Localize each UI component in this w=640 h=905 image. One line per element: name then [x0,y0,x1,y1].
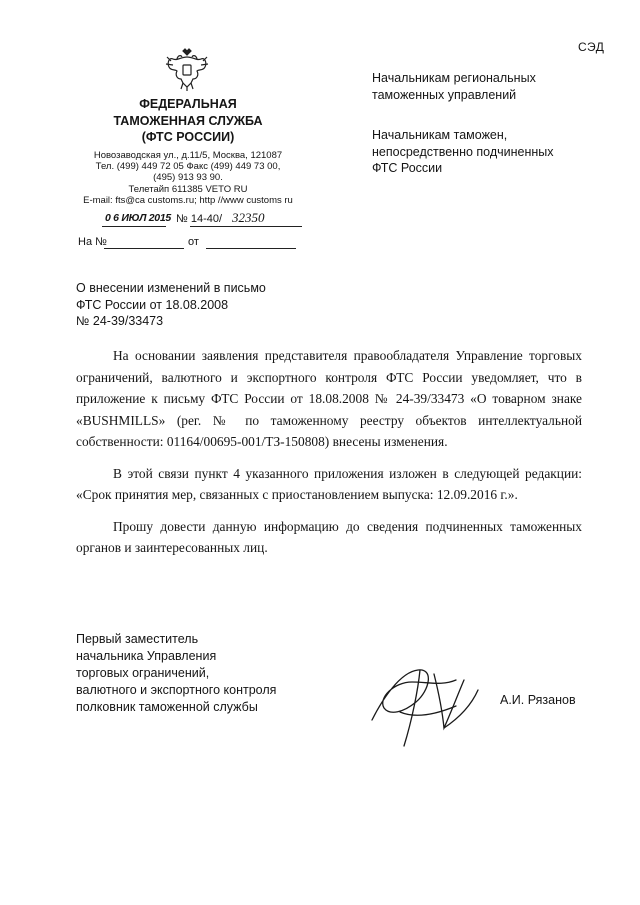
handwritten-signature [360,650,500,750]
title-line: начальника Управления [76,649,217,663]
title-line: торговых ограничений, [76,666,210,680]
address-line: E-mail: fts@ca customs.ru; http //www customs ru [83,194,293,206]
org-line: ФЕДЕРАЛЬНАЯ [139,97,237,111]
title-line: Первый заместитель [76,632,199,646]
reference-number-underline [104,248,184,249]
recipient-line: Начальникам региональных [372,71,536,85]
recipient-line: таможенных управлений [372,87,517,102]
body-paragraph: На основании заявления представителя правообладателя Управление торговых ограничений, валютного и экспортного контроля ФТС России уведомляет, что в приложение к письму ФТС России от 18.08.2008 № 24-39/33473 «О товарном знаке «BUSHMILLS» (рег. № по таможенному реестру объектов интеллектуальной собственности: 01164/00695-001/ТЗ-150808) внесены изменения. [76,348,582,449]
date-underline [102,226,166,227]
title-line: полковник таможенной службы [76,700,258,714]
recipient-line: ФТС России [372,161,443,175]
title-line: валютного и экспортного контроля [76,683,277,697]
address-line: Новозаводская ул., д.11/5, Москва, 121087 [93,150,283,161]
recipient-block [372,70,536,103]
letter-body [76,345,582,569]
recipient-line: Начальникам таможен, [372,128,508,142]
russian-coat-of-arms-icon [163,45,211,93]
subject-line: № 24-39/33473 [76,314,164,328]
reference-date-label: от [188,236,199,248]
reference-line [78,235,308,251]
reference-date-underline [206,248,296,249]
address-line: Тел. (499) 449 72 05 Факс (499) 449 73 00, [95,161,281,173]
outgoing-number-handwritten: 32350 [232,210,265,225]
registration-line [78,212,308,228]
number-underline [190,226,302,227]
body-paragraph: В этой связи пункт 4 указанного приложения изложен в следующей редакции: «Срок принятия мер, связанных с приостановлением выпуска: 12.09.2016 г.». [76,465,582,502]
recipient-line: непосредственно подчиненных [372,144,554,159]
subject-line: ФТС России от 18.08.2008 [76,297,229,312]
org-line: (ФТС РОССИИ) [141,130,235,144]
reference-number-label: На № [78,236,107,248]
address-line: Телетайп 611385 VETO RU [128,183,248,195]
address-line: (495) 913 93 90. [153,172,223,184]
outgoing-number-label: № 14-40/ [176,213,223,225]
signatory-name: А.И. Рязанов [500,693,576,707]
organization-address [70,150,306,206]
org-line: ТАМОЖЕННАЯ СЛУЖБА [113,113,263,128]
date-stamp: 0 6 ИЮЛ 2015 [105,212,171,224]
organization-name [70,96,306,146]
sed-mark: СЭД [578,40,605,54]
signatory-title [76,631,276,716]
body-paragraph: Прошу довести данную информацию до сведения подчиненных таможенных органов и заинтересованных лиц. [76,518,582,555]
subject-line: О внесении изменений в письмо [76,281,266,295]
recipient-block [372,127,554,177]
letter-subject [76,280,266,330]
